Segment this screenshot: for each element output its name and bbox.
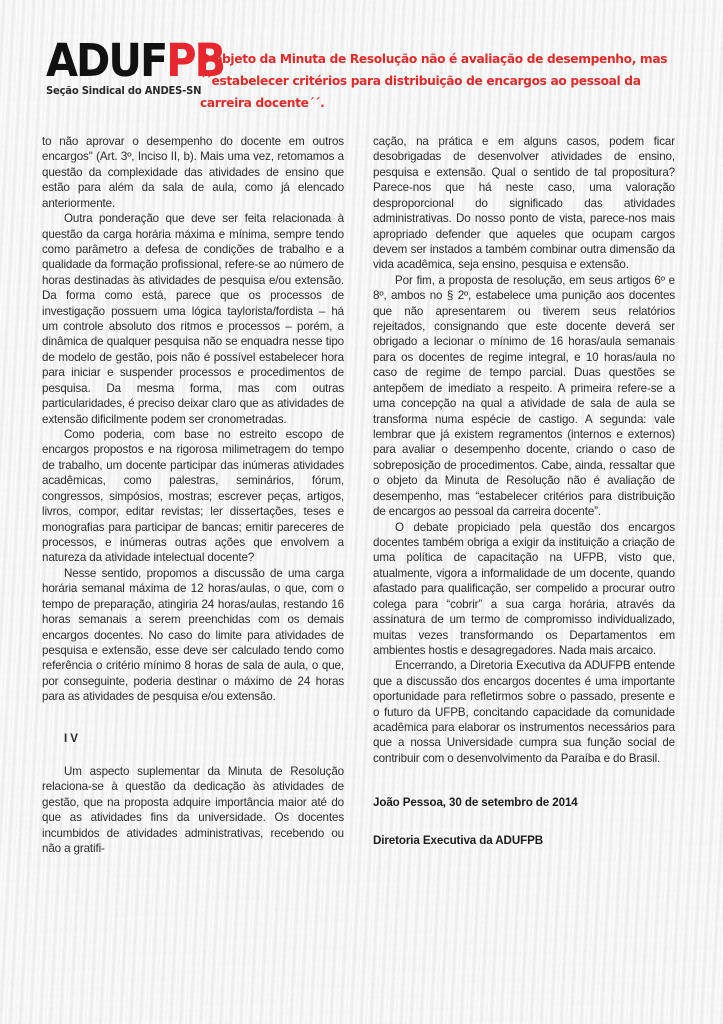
paragraph: Um aspecto suplementar da Minuta de Resolução relaciona-se à questão da dedicação às atividades de gestão, que na proposta adquire importância maior até do que as atividades fins da universidade. Os docentes incumbidos de atividades administrativas, recebendo ou não a gratifi- [42,765,344,856]
signature-block [373,796,675,847]
section-marker-iv: I V [64,731,78,745]
masthead [0,0,723,126]
spacer [42,746,344,764]
signature-place-date: João Pessoa, 30 de setembro de 2014 [373,796,578,810]
paragraph: Encerrando, a Diretoria Executiva da ADUFPB entende que a discussão dos encargos docentes é uma importante oportunidade para refletirmos sobre o passado, presente e o futuro da UFPB, concitando capacidade da comunidade acadêmica para elaborar os instrumentos necessários para que a nossa Universidade cumpra sua função social de contribuir com o desenvolvimento da Paraíba e do Brasil. [373,659,675,765]
aduf-pb-logo [46,34,225,97]
paragraph: O debate propiciado pela questão dos encargos docentes também obriga a exigir da instituição a criação de uma política de capacitação na UFPB, visto que, atualmente, vigora a informalidade de um docente, quando afastado para qualificação, ser compelido a procurar outro colega para “cobrir” a sua carga horária, através da assinatura de um termo de compromisso individualizado, muitas vezes transformando os Departamentos em ambientes hostis e desagregadores. Nada mais arcaico. [373,520,675,657]
paragraph: Outra ponderação que deve ser feita relacionada à questão da carga horária máxima e mínima, sempre tendo como parâmetro a defesa de condições de trabalho e a qualidade da formação profissional, refere-se ao número de horas destinadas às atividades de pesquisa e/ou extensão. Da forma como está, parece que os processos de investigação possuem uma lógica taylorista/fordista – há um controle absoluto dos ritmos e processos – porém, a dinâmica de qualquer pesquisa não se enquadra nesse tipo de modelo de gestão, pois não é possível estabelecer hora para iniciar e suspender processos e procedimentos de pesquisa. Da mesma forma, mas com outras particularidades, é preciso deixar claro que as atividades de extensão dificilmente podem ser cronometradas. [42,212,344,426]
paragraph: cação, na prática e em alguns casos, podem ficar desobrigadas de desenvolver atividades de ensino, pesquisa e extensão. Qual o sentido de tal propositura? Parece-nos que há neste caso, uma valoração desproporcional do significado das atividades administrativas. Do nosso ponto de vista, parece-nos mais apropriado defender que aqueles que ocupam cargos devem ser instados a também combinar outra dimensão da vida acadêmica, seja ensino, pesquisa e extensão. [373,135,675,272]
headline: O objeto da Minuta de Resolução não é avaliação de desempenho, mas ´´estabelecer critérios para distribuição de encargos ao pessoal da carreira docente´´. [200,51,668,110]
article-body [0,134,723,1014]
right-column [373,134,675,847]
logo-wordmark [46,34,225,87]
signature-signer: Diretoria Executiva da ADUFPB [373,834,543,848]
logo-aduf-text: ADUF [46,34,167,87]
paragraph: Como poderia, com base no estreito escopo de encargos propostos e na rigorosa milimetragem do tempo de trabalho, um docente participar das inúmeras atividades acadêmicas, como palestras, seminários, fórum, congressos, simpósios, mostras; escrever peças, artigos, livros, compor, editar revistas; ler dissertações, teses e monografias para participar de bancas; emitir pareceres de processos, e inúmeras outras ações que envolvem a natureza da atividade intelectual docente? [42,428,344,565]
left-column [42,134,344,857]
logo-pb-text: PB [166,34,225,87]
logo-subtitle: Seção Sindical do ANDES-SN [46,85,202,97]
spacer [42,705,344,731]
paragraph: to não aprovar o desempenho do docente em outros encargos" (Art. 3º, Inciso II, b). Mais uma vez, retomamos a questão da complexidade das atividades de ensino que estão para além da sala de aula, como já elencado anteriormente. [42,135,344,210]
paragraph: Nesse sentido, propomos a discussão de uma carga horária semanal máxima de 12 horas/aulas, o que, com o tempo de preparação, atingiria 24 horas/aulas, restando 16 horas semanais a serem preenchidas com os demais encargos docentes. No caso do limite para atividades de pesquisa e extensão, esse deve ser calculado tendo como referência o critério mínimo 8 horas de sala de aula, o que, por conseguinte, poderia destinar o máximo de 24 horas para as atividades de pesquisa e/ou extensão. [42,566,344,704]
paragraph: Por fim, a proposta de resolução, em seus artigos 6º e 8º, ambos no § 2º, estabelece uma punição aos docentes que não apresentarem ou tiverem seus relatórios rejeitados, consignando que este docente deverá ser obrigado a lecionar o mínimo de 16 horas/aula semanais para os docentes de regime integral, e 10 horas/aula no caso de regime de tempo parcial. Duas questões se antepõem de imediato a respeito. A primeira refere-se a uma concepção na qual a atividade de sala de aula se transforma numa espécie de castigo. A segunda: vale lembrar que já existem regramentos (internos e externos) para avaliar o desempenho docente, criando o caso de sobreposição de procedimentos. Cabe, ainda, ressaltar que o objeto da Minuta de Resolução não é avaliação de desempenho, mas “estabelecer critérios para distribuição de encargos ao pessoal da carreira docente”. [373,273,675,519]
